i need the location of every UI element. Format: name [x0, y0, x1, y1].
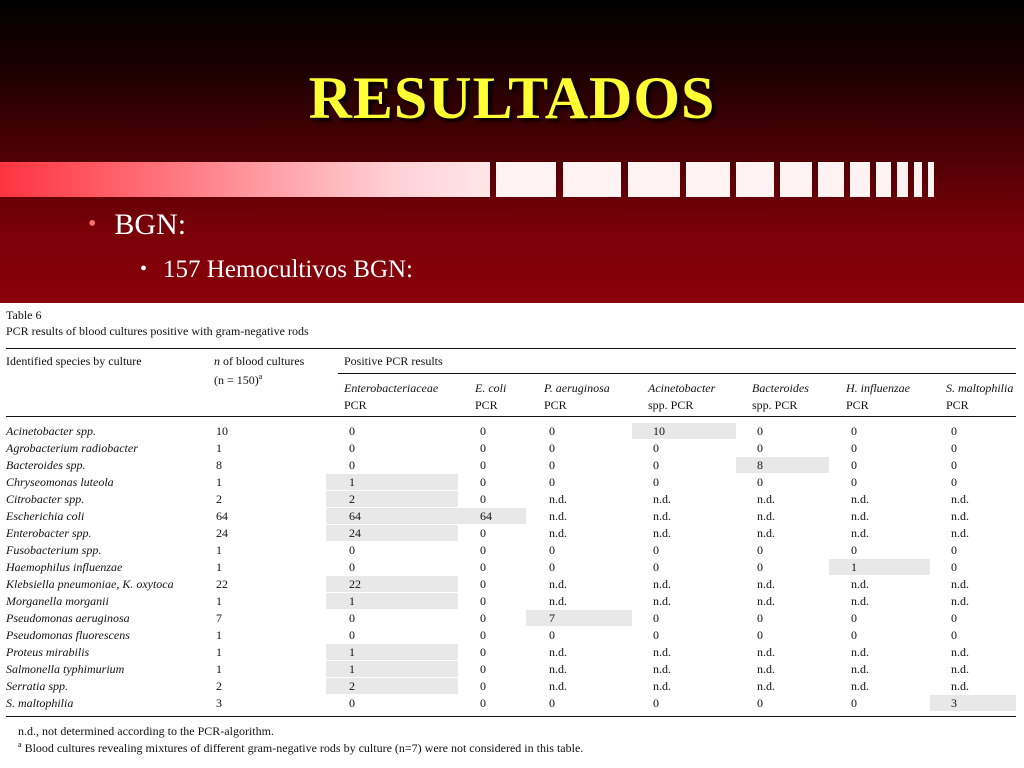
pcr-result-cell: 0: [349, 424, 355, 438]
species-cell: Klebsiella pneumoniae, K. oxytoca: [6, 577, 174, 591]
pcr-result-cell: 1: [349, 645, 355, 659]
pcr-result-cell: 0: [757, 424, 763, 438]
pcr-result-cell: n.d.: [951, 645, 969, 659]
pcr-result-cell: 0: [549, 458, 555, 472]
cell-highlight: [326, 576, 458, 592]
decorative-stripe: [0, 162, 1024, 197]
pcr-result-cell: 0: [951, 424, 957, 438]
pcr-result-cell: n.d.: [653, 679, 671, 693]
cell-highlight: [326, 491, 458, 507]
stripe-segment: [850, 162, 870, 197]
species-cell: Bacteroides spp.: [6, 458, 86, 472]
pcr-result-cell: n.d.: [757, 526, 775, 540]
pcr-result-cell: 2: [349, 679, 355, 693]
bullet-dot: •: [140, 258, 148, 280]
bullet-dot: •: [88, 211, 97, 237]
cell-highlight: [326, 474, 458, 490]
cell-highlight: [458, 508, 526, 524]
header-n-italic: n: [214, 354, 220, 368]
pcr-result-cell: 0: [951, 628, 957, 642]
pcr-result-cell: 0: [480, 577, 486, 591]
pcr-result-cell: 0: [653, 475, 659, 489]
count-cell: 1: [216, 662, 222, 676]
pcr-column-header-line1: P. aeruginosa: [544, 381, 610, 395]
bullet-text: BGN:: [114, 208, 187, 241]
pcr-result-cell: n.d.: [851, 679, 869, 693]
header-n-text: of blood cultures: [220, 354, 305, 368]
pcr-result-cell: n.d.: [653, 645, 671, 659]
stripe-segment: [780, 162, 812, 197]
pcr-result-cell: 0: [851, 424, 857, 438]
footnote-2: [18, 740, 583, 756]
table-rule-top: [6, 348, 1016, 349]
pcr-result-cell: 0: [349, 441, 355, 455]
pcr-result-cell: n.d.: [757, 594, 775, 608]
pcr-result-cell: n.d.: [851, 492, 869, 506]
pcr-result-cell: 1: [349, 594, 355, 608]
header-n-total: [214, 370, 262, 387]
pcr-result-cell: n.d.: [951, 509, 969, 523]
cell-highlight: [326, 508, 458, 524]
pcr-result-cell: 0: [653, 560, 659, 574]
pcr-column-header-line2: spp. PCR: [648, 398, 694, 412]
bullet-text: 157 Hemocultivos BGN:: [163, 256, 414, 283]
species-cell: Pseudomonas aeruginosa: [6, 611, 130, 625]
pcr-result-cell: 0: [851, 696, 857, 710]
count-cell: 1: [216, 441, 222, 455]
pcr-result-cell: 0: [851, 441, 857, 455]
count-cell: 1: [216, 543, 222, 557]
pcr-result-cell: 0: [653, 696, 659, 710]
pcr-result-cell: 2: [349, 492, 355, 506]
stripe-segment: [876, 162, 891, 197]
pcr-result-cell: 0: [951, 611, 957, 625]
header-n-total-text: (n = 150): [214, 373, 259, 387]
pcr-result-cell: 0: [653, 611, 659, 625]
pcr-result-cell: n.d.: [851, 645, 869, 659]
cell-highlight: [326, 593, 458, 609]
cell-highlight: [930, 695, 1016, 711]
pcr-column-header-line1: S. maltophilia: [946, 381, 1014, 395]
species-cell: Serratia spp.: [6, 679, 69, 693]
pcr-result-cell: 0: [549, 475, 555, 489]
pcr-result-cell: 0: [851, 628, 857, 642]
pcr-result-cell: 0: [757, 543, 763, 557]
footnote-2-text: Blood cultures revealing mixtures of different gram-negative rods by culture (n=7) were not considered in this table.: [21, 741, 584, 755]
pcr-result-cell: 0: [951, 475, 957, 489]
pcr-result-cell: 0: [951, 458, 957, 472]
pcr-result-cell: 0: [851, 543, 857, 557]
pcr-result-cell: 64: [349, 509, 361, 523]
cell-highlight: [632, 423, 736, 439]
table-rule-header: [6, 416, 1016, 417]
pcr-result-cell: 0: [349, 458, 355, 472]
slide-title: RESULTADOS: [308, 65, 716, 131]
pcr-result-cell: 3: [951, 696, 957, 710]
pcr-result-cell: 0: [653, 628, 659, 642]
pcr-result-cell: 0: [480, 543, 486, 557]
pcr-result-cell: n.d.: [951, 662, 969, 676]
stripe-segment: [818, 162, 844, 197]
pcr-result-cell: 0: [757, 441, 763, 455]
header-species: Identified species by culture: [6, 354, 142, 368]
pcr-result-cell: n.d.: [653, 526, 671, 540]
count-cell: 2: [216, 679, 222, 693]
pcr-result-cell: n.d.: [757, 577, 775, 591]
pcr-column-header-line1: Enterobacteriaceae: [344, 381, 439, 395]
pcr-result-cell: 0: [480, 679, 486, 693]
pcr-column-header-line2: PCR: [544, 398, 567, 412]
pcr-result-cell: 0: [480, 458, 486, 472]
pcr-result-cell: 0: [480, 526, 486, 540]
pcr-result-cell: 1: [349, 475, 355, 489]
pcr-result-cell: 0: [549, 441, 555, 455]
species-cell: Morganella morganii: [6, 594, 109, 608]
count-cell: 3: [216, 696, 222, 710]
pcr-result-cell: 0: [951, 543, 957, 557]
pcr-result-cell: 0: [480, 696, 486, 710]
pcr-result-cell: 64: [480, 509, 492, 523]
pcr-result-cell: 0: [480, 560, 486, 574]
pcr-result-cell: 0: [480, 645, 486, 659]
pcr-column-header-line2: PCR: [946, 398, 969, 412]
pcr-result-cell: 0: [549, 424, 555, 438]
footnote-2-sup: a: [18, 740, 22, 749]
footnote-1: n.d., not determined according to the PCR-algorithm.: [18, 724, 274, 738]
pcr-result-cell: 0: [757, 560, 763, 574]
pcr-result-cell: n.d.: [757, 662, 775, 676]
pcr-column-header-line1: Acinetobacter: [648, 381, 716, 395]
pcr-column-header-line1: H. influenzae: [846, 381, 910, 395]
pcr-result-cell: 0: [951, 441, 957, 455]
header-group: Positive PCR results: [344, 354, 443, 368]
table-rule-bottom: [6, 716, 1016, 717]
pcr-result-cell: 0: [653, 458, 659, 472]
pcr-result-cell: 0: [480, 475, 486, 489]
pcr-result-cell: 0: [951, 560, 957, 574]
pcr-result-cell: n.d.: [549, 594, 567, 608]
species-cell: Agrobacterium radiobacter: [6, 441, 138, 455]
pcr-result-cell: n.d.: [549, 492, 567, 506]
table-image: [0, 303, 1024, 768]
pcr-column-header-line2: spp. PCR: [752, 398, 798, 412]
species-cell: S. maltophilia: [6, 696, 74, 710]
table-rule-group: [338, 373, 1016, 374]
stripe-segment: [897, 162, 908, 197]
pcr-result-cell: 0: [480, 628, 486, 642]
pcr-result-cell: n.d.: [851, 662, 869, 676]
stripe-segment: [628, 162, 680, 197]
species-cell: Chryseomonas luteola: [6, 475, 114, 489]
header-n-sup: a: [258, 372, 263, 381]
cell-highlight: [326, 525, 458, 541]
pcr-result-cell: n.d.: [757, 645, 775, 659]
stripe-segment: [928, 162, 934, 197]
pcr-result-cell: n.d.: [951, 577, 969, 591]
pcr-result-cell: 0: [549, 543, 555, 557]
pcr-column-header-line1: E. coli: [475, 381, 507, 395]
header-n: [214, 354, 304, 368]
pcr-result-cell: n.d.: [653, 492, 671, 506]
pcr-result-cell: 0: [349, 543, 355, 557]
species-cell: Citrobacter spp.: [6, 492, 85, 506]
species-cell: Proteus mirabilis: [6, 645, 90, 659]
pcr-result-cell: 0: [349, 560, 355, 574]
pcr-result-cell: 0: [757, 696, 763, 710]
count-cell: 64: [216, 509, 228, 523]
count-cell: 1: [216, 475, 222, 489]
pcr-result-cell: 0: [480, 441, 486, 455]
count-cell: 7: [216, 611, 222, 625]
pcr-result-cell: 0: [653, 543, 659, 557]
pcr-result-cell: 0: [757, 628, 763, 642]
pcr-result-cell: 0: [480, 492, 486, 506]
pcr-result-cell: 0: [549, 696, 555, 710]
count-cell: 1: [216, 645, 222, 659]
pcr-result-cell: n.d.: [851, 577, 869, 591]
pcr-result-cell: 0: [851, 458, 857, 472]
pcr-result-cell: 0: [653, 441, 659, 455]
pcr-result-cell: n.d.: [851, 526, 869, 540]
pcr-result-cell: n.d.: [549, 577, 567, 591]
pcr-result-cell: 8: [757, 458, 763, 472]
species-cell: Pseudomonas fluorescens: [6, 628, 130, 642]
pcr-column-header-line2: PCR: [846, 398, 869, 412]
count-cell: 10: [216, 424, 228, 438]
pcr-result-cell: 10: [653, 424, 665, 438]
pcr-result-cell: n.d.: [549, 645, 567, 659]
pcr-result-cell: 0: [480, 611, 486, 625]
cell-highlight: [326, 678, 458, 694]
table-label: Table 6: [6, 308, 42, 322]
pcr-result-cell: 24: [349, 526, 361, 540]
pcr-result-cell: n.d.: [951, 526, 969, 540]
pcr-result-cell: n.d.: [549, 526, 567, 540]
bullet-level-2: [140, 256, 413, 284]
pcr-result-cell: n.d.: [757, 492, 775, 506]
pcr-result-cell: 0: [851, 611, 857, 625]
pcr-result-cell: n.d.: [851, 509, 869, 523]
species-cell: Acinetobacter spp.: [6, 424, 96, 438]
pcr-result-cell: 0: [349, 628, 355, 642]
cell-highlight: [326, 661, 458, 677]
stripe-segment: [496, 162, 556, 197]
stripe-segment: [736, 162, 774, 197]
count-cell: 8: [216, 458, 222, 472]
pcr-result-cell: 7: [549, 611, 555, 625]
pcr-result-cell: 0: [549, 560, 555, 574]
pcr-result-cell: 1: [851, 560, 857, 574]
pcr-result-cell: n.d.: [851, 594, 869, 608]
pcr-result-cell: n.d.: [549, 509, 567, 523]
table-caption: PCR results of blood cultures positive with gram-negative rods: [6, 324, 309, 338]
pcr-result-cell: 0: [480, 594, 486, 608]
pcr-result-cell: 1: [349, 662, 355, 676]
count-cell: 22: [216, 577, 228, 591]
count-cell: 24: [216, 526, 228, 540]
bullet-level-1: [88, 208, 186, 242]
count-cell: 1: [216, 560, 222, 574]
pcr-result-cell: n.d.: [951, 492, 969, 506]
count-cell: 1: [216, 628, 222, 642]
species-cell: Fusobacterium spp.: [6, 543, 102, 557]
species-cell: Salmonella typhimurium: [6, 662, 125, 676]
pcr-column-header-line2: PCR: [475, 398, 498, 412]
pcr-result-cell: 0: [851, 475, 857, 489]
cell-highlight: [736, 457, 829, 473]
stripe-segment: [914, 162, 922, 197]
pcr-result-cell: 0: [349, 696, 355, 710]
pcr-result-cell: n.d.: [653, 594, 671, 608]
pcr-column-header-line1: Bacteroides: [752, 381, 809, 395]
pcr-result-cell: n.d.: [757, 679, 775, 693]
stripe-gradient: [0, 162, 490, 197]
pcr-result-cell: n.d.: [549, 662, 567, 676]
cell-highlight: [526, 610, 632, 626]
stripe-segment: [563, 162, 621, 197]
pcr-result-cell: n.d.: [951, 679, 969, 693]
cell-highlight: [326, 644, 458, 660]
species-cell: Haemophilus influenzae: [6, 560, 123, 574]
pcr-column-header-line2: PCR: [344, 398, 367, 412]
cell-highlight: [829, 559, 930, 575]
pcr-result-cell: n.d.: [653, 577, 671, 591]
count-cell: 2: [216, 492, 222, 506]
stripe-segment: [686, 162, 730, 197]
species-cell: Escherichia coli: [6, 509, 85, 523]
pcr-result-cell: 22: [349, 577, 361, 591]
count-cell: 1: [216, 594, 222, 608]
species-cell: Enterobacter spp.: [6, 526, 92, 540]
pcr-result-cell: n.d.: [653, 509, 671, 523]
pcr-result-cell: n.d.: [549, 679, 567, 693]
pcr-result-cell: n.d.: [653, 662, 671, 676]
pcr-result-cell: 0: [480, 424, 486, 438]
pcr-result-cell: 0: [757, 475, 763, 489]
pcr-result-cell: n.d.: [951, 594, 969, 608]
pcr-result-cell: 0: [757, 611, 763, 625]
pcr-result-cell: 0: [549, 628, 555, 642]
pcr-result-cell: n.d.: [757, 509, 775, 523]
pcr-result-cell: 0: [349, 611, 355, 625]
pcr-result-cell: 0: [480, 662, 486, 676]
